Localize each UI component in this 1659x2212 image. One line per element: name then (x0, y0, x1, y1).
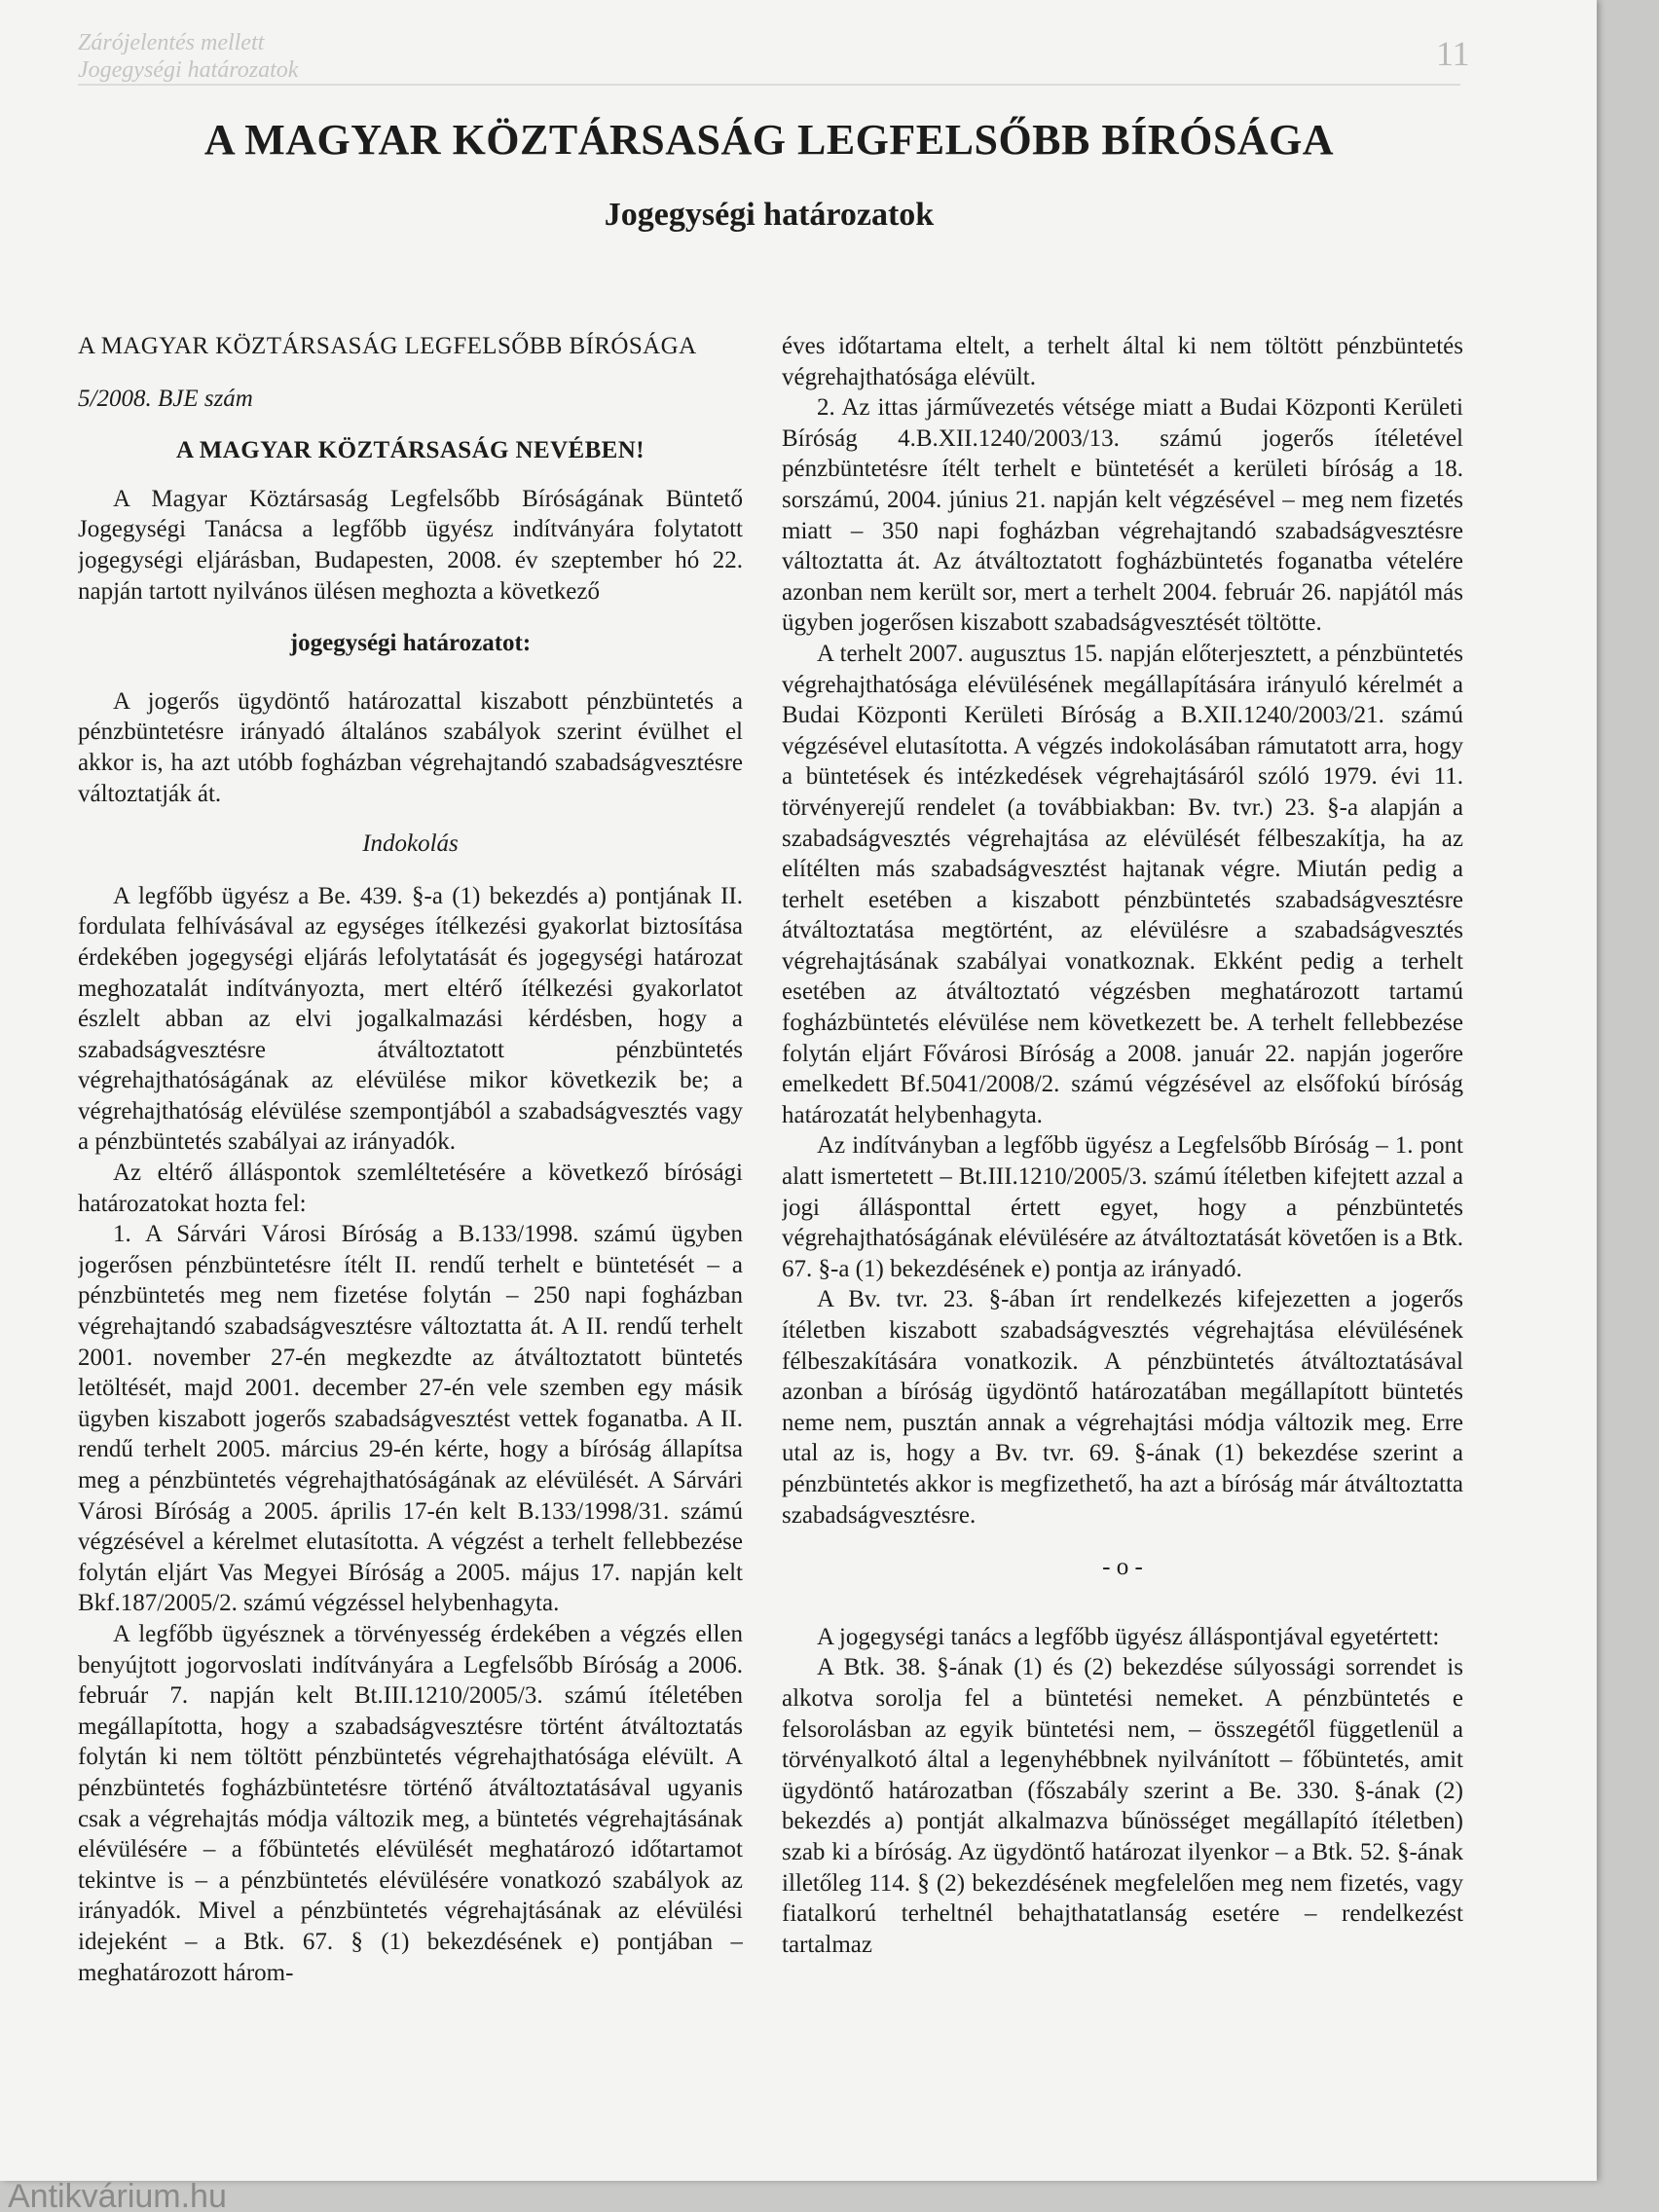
body-paragraph: A terhelt 2007. augusztus 15. napján előterjesztett, a pénzbüntetés végrehajthatósága elévülésének megállapítására irányuló kérelmét a Budai Központi Kerületi Bíróság a B.XII.1240/2003/21. számú végzésével elutasította. A végzés indokolásában rámutatott arra, hogy a büntetések és intézkedések végrehajtásáról szóló 1979. évi 11. törvényerejű rendelet (a továbbiakban: Bv. tvr.) 23. §-a alapján a szabadságvesztés végrehajtása az elévülését félbeszakítja, ha az elítélten más szabadságvesztést hajtanak végre. Miután pedig a terhelt esetében a kiszabott pénzbüntetés szabadságvesztésre átváltoztatása megtörtént, az elévülésre a szabadságvesztés végrehajtásának szabályai vonatkoznak. Ekként pedig a terhelt esetében az átváltoztató végzésben meghatározott tartamú fogházbüntetés elévülése nem következett be. A terhelt fellebbezése folytán eljárt Fővárosi Bíróság a 2008. január 22. napján jogerőre emelkedett Bf.5041/2008/2. számú végzésével az elsőfokú bíróság határozatát helybenhagyta. (782, 640, 1463, 1128)
body-paragraph: Az eltérő álláspontok szemléltetésére a következő bírósági határozatokat hozta fel: (78, 1160, 743, 1217)
body-paragraph: 2. Az ittas járművezetés vétsége miatt a Budai Központi Kerületi Bíróság 4.B.XII.1240/2003/13. számú jogerős ítéletével pénzbüntetésre ítélt terhelt e büntetését a kerületi bíróság a 18. sorszámú, 2004. június 21. napján kelt végzésével – meg nem fizetés miatt – 350 napi fogházban végrehajtandó szabadságvesztésre változtatta át. Az átváltoztatott fogházbüntetés foganatba vételére azonban nem került sor, mert a terhelt 2004. február 26. napjától más ügyben jogerősen kiszabott szabadságvesztését töltötte. (782, 394, 1463, 637)
body-paragraph: éves időtartama eltelt, a terhelt által ki nem töltött pénzbüntetés végrehajthatósága elévült. (782, 333, 1463, 390)
left-column (78, 331, 743, 2142)
court-name: A MAGYAR KÖZTÁRSASÁG LEGFELSŐBB BÍRÓSÁGA (78, 333, 697, 359)
intro-paragraph: A Magyar Köztársaság Legfelsőbb Bíróságának Büntető Jogegységi Tanácsa a legfőbb ügyész indítványára folytatott jogegységi eljárásban, Budapesten, 2008. év szeptember hó 22. napján tartott nyilvános ülésen meghozta a következő (78, 485, 743, 605)
right-column (782, 331, 1463, 2142)
page-title: A MAGYAR KÖZTÁRSASÁG LEGFELSŐBB BÍRÓSÁGA (203, 116, 1335, 164)
body-paragraph: Az indítványban a legfőbb ügyész a Legfelsőbb Bíróság – 1. pont alatt ismertetett – Bt.III.1210/2005/3. számú ítéletben kifejtett azzal a jogi állásponttal értett egyet, hogy a pénzbüntetés végrehajthatóságának elévülésére az átváltoztatását követően is a Btk. 67. §-a (1) bekezdésének e) pontja az irányadó. (782, 1132, 1463, 1282)
reasoning-heading: Indokolás (362, 830, 459, 858)
body-paragraph: A Bv. tvr. 23. §-ában írt rendelkezés kifejezetten a jogerős ítéletben kiszabott szabadságvesztés végrehajtása elévülésének félbeszakítására vonatkozik. A pénzbüntetés átváltoztatásával azonban a bíróság ügydöntő határozatában megállapított büntetés neme nem, pusztán annak a végrehajtási módja változik meg. Erre utal az is, hogy a Bv. tvr. 69. §-ának (1) bekezdése szerint a pénzbüntetés akkor is megfizethető, ha azt a bíróság már átváltoztatta szabadságvesztésre. (782, 1286, 1463, 1529)
section-separator: - o - (1102, 1554, 1143, 1581)
case-number: 5/2008. BJE szám (78, 385, 253, 412)
bleed-header-line-1: Zárójelentés mellett (78, 30, 265, 55)
body-paragraph: A jogegységi tanács a legfőbb ügyész álláspontjával egyetértett: (817, 1623, 1440, 1650)
body-paragraph: 1. A Sárvári Városi Bíróság a B.133/1998. számú ügyben jogerősen pénzbüntetésre ítélt II. rendű terhelt e büntetését – a pénzbüntetés meg nem fizetése folytán – 250 napi fogházban végrehajtandó szabadságvesztésre változtatta át. A II. rendű terhelt 2001. november 27-én megkezdte az átváltoztatott büntetés letöltését, majd 2001. december 27-én vele szemben egy másik ügyben kiszabott jogerős szabadságvesztést vettek foganatba. A II. rendű terhelt 2005. március 29-én kérte, hogy a bíróság állapítsa meg a pénzbüntetés végrehajthatóságának az elévülését. A Sárvári Városi Bíróság a 2005. április 17-én kelt B.133/1998/31. számú végzésével a kérelmet elutasította. A végzést a terhelt fellebbezése folytán eljárt Vas Megyei Bíróság a 2005. május 17. napján kelt Bkf.187/2005/2. számú végzéssel helybenhagyta. (78, 1221, 743, 1617)
page-subtitle: Jogegységi határozatok (604, 197, 935, 233)
decision-label: jogegységi határozatot: (289, 630, 532, 657)
bleed-header-line-2: Jogegységi határozatok (78, 57, 299, 83)
bleed-page-number: 11 (1436, 34, 1470, 73)
body-paragraph: A legfőbb ügyész a Be. 439. §-a (1) bekezdés a) pontjának II. fordulata felhívásával az egységes ítélkezési gyakorlat biztosítása érdekében jogegységi eljárás lefolytatását és jogegységi határozat meghozatalát indítványozta, mert eltérő ítélkezési gyakorlatot észlelt abban az elvi jogalkalmazási kérdésben, hogy a szabadságvesztésre átváltoztatott pénzbüntetés végrehajthatóságának az elévülése mikor következik be; a végrehajthatóság elévülése szempontjából a szabadságvesztés vagy a pénzbüntetés szabályai az irányadók. (78, 882, 743, 1156)
body-paragraph: A Btk. 38. §-ának (1) és (2) bekezdése súlyossági sorrendet is alkotva sorolja fel a büntetési nemeket. A pénzbüntetés e felsorolásban az egyik büntetési nem, – összegétől függetlenül a törvényalkotó által a legenyhébbnek nyilvánított – főbüntetés, amit ügydöntő határozatban (főszabály szerint a Be. 330. §-ának (2) bekezdés a) pontját alkalmazva bűnösséget megállapító ítéletben) szab ki a bíróság. Az ügydöntő határozat ilyenkor – a Btk. 52. §-ának illetőleg 114. § (2) bekezdésének megfelelően meg nem fizetés, vagy fiatalkorú terheltnél behajthatatlanság esetére – rendelkezést tartalmaz (782, 1654, 1463, 1958)
bleed-header-rule (78, 84, 1460, 86)
watermark: Antikvárium.hu (8, 2181, 227, 2212)
body-paragraph: A legfőbb ügyésznek a törvényesség érdekében a végzés ellen benyújtott jogorvoslati indítványára a Legfelsőbb Bíróság a 2006. február 7. napján kelt Bt.III.1210/2005/3. számú ítéletében megállapította, hogy a szabadságvesztésre történt átváltoztatás folytán ki nem töltött pénzbüntetés végrehajthatósága elévült. A pénzbüntetés fogházbüntetésre történő átváltoztatásával ugyanis csak a végrehajtás módja változik meg, a büntetés végrehajtásának elévülésére – a főbüntetés elévülését meghatározó időtartamot tekintve is – a pénzbüntetés elévülésére vonatkozó szabályok az irányadók. Mivel a pénzbüntetés végrehajtásának az elévülési idejeként – a Btk. 67. § (1) bekezdésének e) pontjában – meghatározott három- (78, 1620, 743, 1986)
in-the-name-of-heading: A MAGYAR KÖZTÁRSASÁG NEVÉBEN! (176, 437, 645, 464)
bleed-through-header (78, 29, 1460, 84)
decision-text: A jogerős ügydöntő határozattal kiszabott pénzbüntetés a pénzbüntetésre irányadó általános szabályok szerint évülhet el akkor is, ha azt utóbb fogházban végrehajtandó szabadságvesztésre változtatják át. (78, 687, 743, 807)
